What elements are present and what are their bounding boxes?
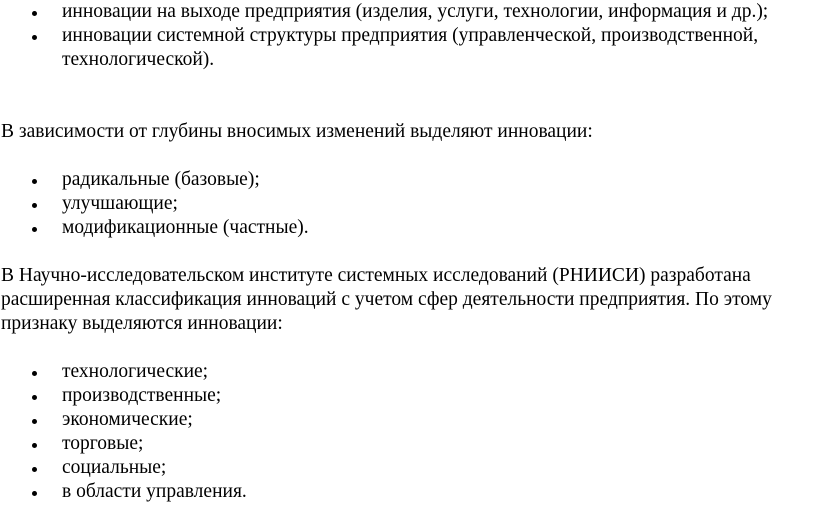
paragraph-depth-of-change: В зависимости от глубины вносимых изменений выделяют инновации: [1, 121, 593, 142]
list-item-text: радикальные (базовые); [62, 169, 260, 190]
list-item-text: инновации на выходе предприятия (изделия, услуги, технологии, информация и др.); [62, 1, 769, 22]
bullet-list-activity-spheres [0, 360, 816, 504]
list-item-text: инновации системной структуры предприятия (управленческой, производственной, технологической). [62, 25, 759, 70]
bullet-icon [32, 491, 37, 496]
bullet-icon [32, 35, 37, 40]
bullet-icon [32, 179, 37, 184]
list-item [0, 192, 816, 216]
list-item [0, 432, 816, 456]
list-item [0, 24, 816, 72]
bullet-icon [32, 371, 37, 376]
list-item [0, 408, 816, 432]
list-item [0, 360, 816, 384]
list-item-text: улучшающие; [62, 193, 178, 214]
bullet-icon [32, 419, 37, 424]
list-item-text: экономические; [62, 409, 193, 430]
list-item-text: производственные; [62, 385, 222, 406]
bullet-icon [32, 395, 37, 400]
bullet-icon [32, 467, 37, 472]
list-item-text: технологические; [62, 361, 209, 382]
bullet-list-depth-types [0, 168, 816, 240]
list-item [0, 168, 816, 192]
bullet-icon [32, 203, 37, 208]
bullet-icon [32, 443, 37, 448]
list-item [0, 216, 816, 240]
list-item-text: социальные; [62, 457, 167, 478]
list-item-text: торговые; [62, 433, 144, 454]
list-item-text: модификационные (частные). [62, 217, 309, 238]
paragraph-rniisi-classification: В Научно-исследовательском институте системных исследований (РНИИСИ) разработана расширенная классификация инноваций с учетом сфер деятельности предприятия. По этому признаку выделяются инновации: [1, 265, 772, 334]
bullet-icon [32, 227, 37, 232]
list-item-text: в области управления. [62, 481, 247, 502]
bullet-list-innovation-scope [0, 0, 816, 72]
list-item [0, 384, 816, 408]
list-item [0, 456, 816, 480]
bullet-icon [32, 11, 37, 16]
list-item [0, 0, 816, 24]
list-item [0, 480, 816, 504]
